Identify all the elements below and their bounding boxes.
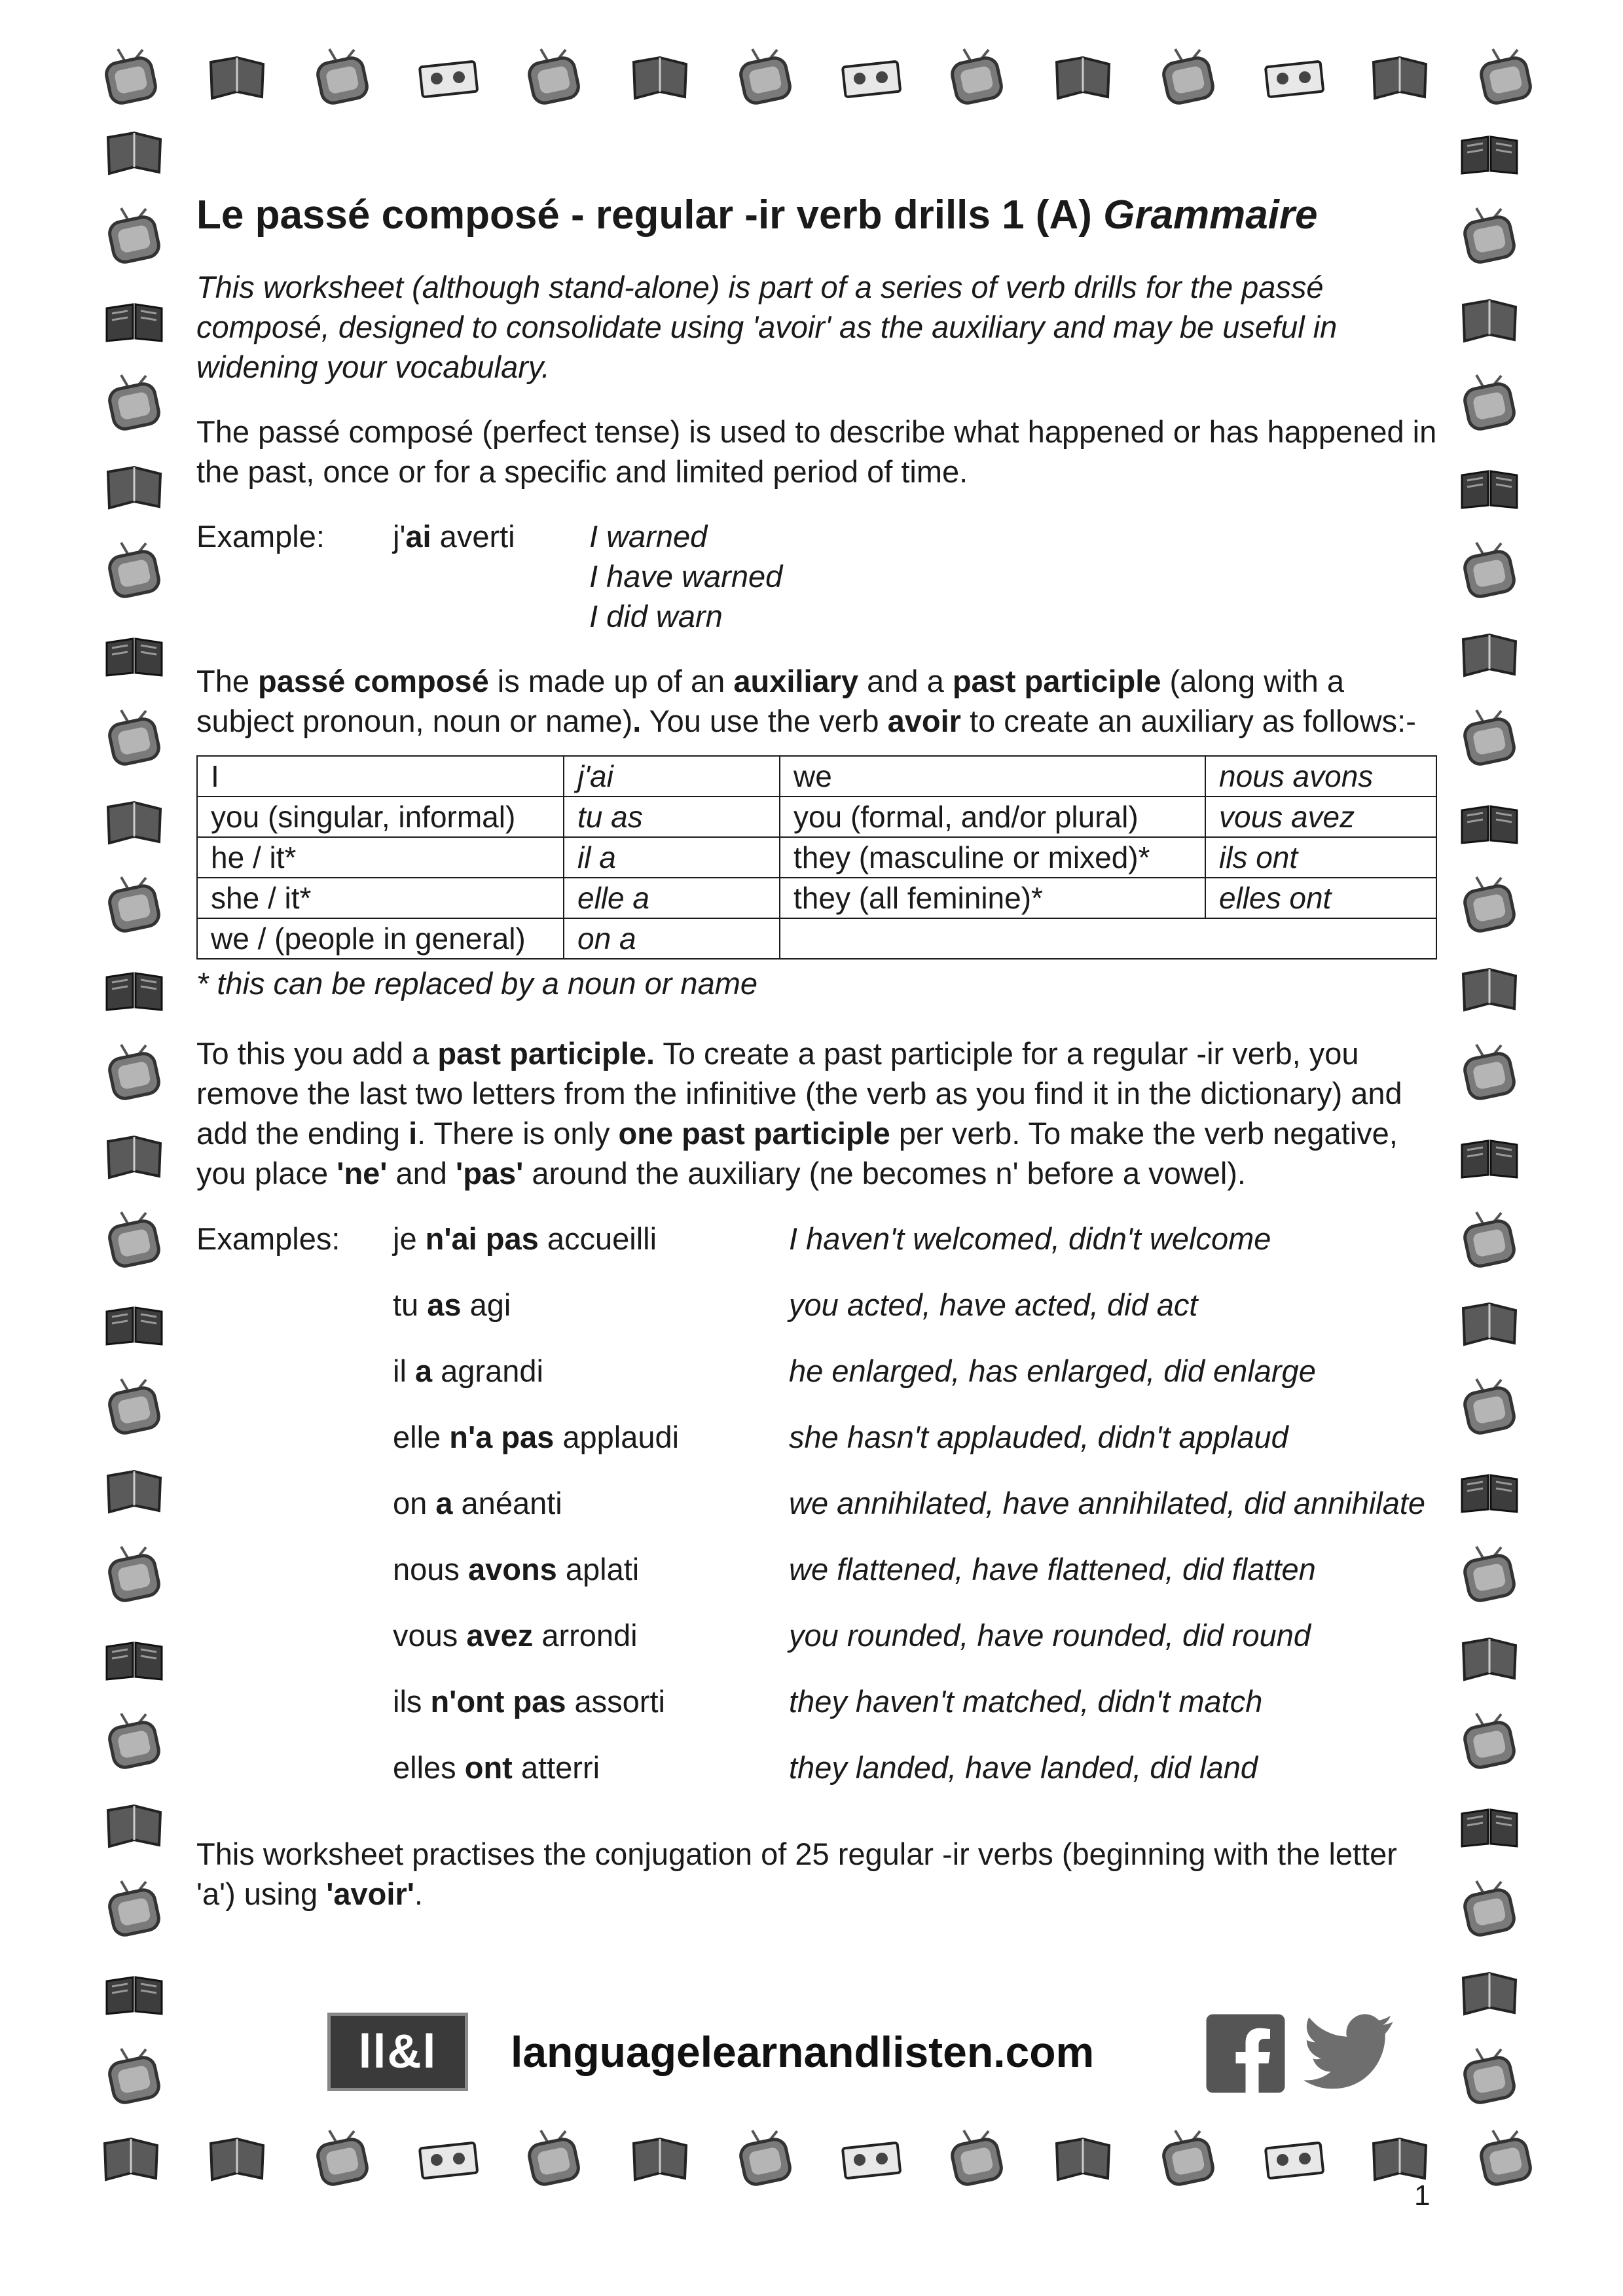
examples-label	[196, 1748, 393, 1814]
book-icon	[101, 958, 167, 1023]
example-english: I haven't welcomed, didn't welcome	[789, 1221, 1271, 1256]
table-cell: you (formal, and/or plural)	[780, 797, 1205, 837]
flag-icon	[1457, 1292, 1522, 1357]
tv-icon	[733, 46, 798, 111]
book-icon	[1457, 1460, 1522, 1525]
tv-icon	[733, 2127, 798, 2193]
example-english: she hasn't applauded, didn't applaud	[789, 1419, 1288, 1454]
example-french: elle n'a pas applaudi	[393, 1419, 680, 1454]
table-row	[197, 918, 1436, 959]
table-cell: she / it*	[197, 878, 564, 918]
border-left	[95, 121, 173, 2111]
table-row	[197, 837, 1436, 878]
table-cell: you (singular, informal)	[197, 797, 564, 837]
example-verb: j'ai averti	[393, 518, 515, 554]
flag-icon	[98, 2127, 164, 2193]
intro-paragraph: This worksheet (although stand-alone) is part of a series of verb drills for the passé composé, designed to consolidate using 'avoir' as the auxiliary and may be useful in widening your vocabulary.	[196, 269, 1338, 384]
tv-icon	[521, 2127, 587, 2193]
table-cell: vous avez	[1205, 797, 1436, 837]
definition-paragraph: The passé composé (perfect tense) is used to describe what happened or has happened in the past, once or for a specific and limited period of time.	[196, 414, 1437, 489]
tv-icon	[101, 2045, 167, 2111]
flag-icon	[1457, 623, 1522, 689]
table-cell: they (all feminine)*	[780, 878, 1205, 918]
tv-icon	[1457, 1543, 1522, 1609]
tv-icon	[310, 46, 375, 111]
participle-paragraph: To this you add a past participle. To create a past participle for a regular -ir verb, you remove the last two letters from the infinitive (the verb as you find it in the dictionary) and add the ending i. There is only one past participle per verb. To make the verb negative, you place 'ne' and 'pas' around the auxiliary (ne becomes n' before a vowel).	[196, 1035, 1402, 1191]
table-cell: he / it*	[197, 837, 564, 878]
flag-icon	[101, 456, 167, 521]
table-cell: il a	[564, 837, 780, 878]
example-block	[196, 516, 1440, 636]
tv-icon	[521, 46, 587, 111]
banknote-icon	[416, 2127, 481, 2193]
flag-icon	[627, 46, 693, 111]
construction-paragraph: The passé composé is made up of an auxiliary and a past participle (along with a subject pronoun, noun or name). You use the verb avoir to create an auxiliary as follows:-	[196, 664, 1416, 739]
example-french: elles ont atterri	[393, 1749, 600, 1785]
example-english: they landed, have landed, did land	[789, 1749, 1258, 1785]
tv-icon	[101, 1376, 167, 1441]
tv-icon	[1457, 707, 1522, 772]
tv-icon	[101, 1209, 167, 1274]
example-english: we annihilated, have annihilated, did annihilate	[789, 1485, 1426, 1520]
flag-icon	[101, 121, 167, 187]
tv-icon	[1457, 1041, 1522, 1107]
table-cell: j'ai	[564, 756, 780, 797]
tv-icon	[1457, 539, 1522, 605]
tv-icon	[1457, 874, 1522, 939]
flag-icon	[1050, 46, 1116, 111]
examples-label	[196, 1352, 393, 1418]
banknote-icon	[839, 46, 904, 111]
example-french: il a agrandi	[393, 1353, 543, 1388]
examples-label	[196, 1484, 393, 1550]
flag-icon	[101, 1125, 167, 1191]
table-row	[197, 797, 1436, 837]
page-number: 1	[1414, 2179, 1431, 2212]
table-row	[197, 878, 1436, 918]
book-icon	[1457, 456, 1522, 521]
tv-icon	[1156, 46, 1221, 111]
footer	[327, 2013, 1414, 2098]
tv-icon	[1473, 46, 1539, 111]
border-right	[1450, 121, 1529, 2111]
tv-icon	[944, 46, 1010, 111]
page-title: Le passé composé - regular -ir verb drills 1 (A) Grammaire	[196, 192, 1318, 238]
site-link[interactable]: languagelearnandlisten.com	[511, 2028, 1095, 2076]
banknote-icon	[839, 2127, 904, 2193]
example-english: he enlarged, has enlarged, did enlarge	[789, 1353, 1316, 1388]
flag-icon	[1457, 1962, 1522, 2027]
tv-icon	[101, 1041, 167, 1107]
table-cell: ils ont	[1205, 837, 1436, 878]
banknote-icon	[416, 46, 481, 111]
book-icon	[101, 1962, 167, 2027]
social-links	[1205, 2013, 1401, 2094]
book-icon	[1457, 121, 1522, 187]
tv-icon	[98, 46, 164, 111]
tv-icon	[101, 707, 167, 772]
book-icon	[101, 623, 167, 689]
banknote-icon	[1262, 2127, 1327, 2193]
flag-icon	[1457, 1627, 1522, 1693]
example-french: nous avons aplati	[393, 1551, 640, 1587]
examples-label	[196, 1682, 393, 1748]
tv-icon	[1457, 1209, 1522, 1274]
table-cell: tu as	[564, 797, 780, 837]
site-logo[interactable]: ll&l	[327, 2013, 468, 2091]
tv-icon	[101, 1543, 167, 1609]
flag-icon	[1050, 2127, 1116, 2193]
flag-icon	[101, 791, 167, 856]
tv-icon	[1473, 2127, 1539, 2193]
flag-icon	[1367, 46, 1432, 111]
example-english: you acted, have acted, did act	[789, 1287, 1198, 1322]
example-french: ils n'ont pas assorti	[393, 1683, 665, 1719]
examples-label	[196, 1550, 393, 1616]
example-french: vous avez arrondi	[393, 1617, 638, 1653]
flag-icon	[204, 46, 270, 111]
examples-label	[196, 1616, 393, 1682]
worksheet-content	[196, 190, 1440, 1939]
table-cell	[780, 918, 1436, 959]
example-french: tu as agi	[393, 1287, 511, 1322]
table-cell: we / (people in general)	[197, 918, 564, 959]
example-english: you rounded, have rounded, did round	[789, 1617, 1311, 1653]
footnote: * this can be replaced by a noun or name	[196, 966, 757, 1001]
examples-list	[196, 1219, 1440, 1814]
tv-icon	[1457, 2045, 1522, 2111]
tv-icon	[101, 372, 167, 437]
tv-icon	[1457, 1710, 1522, 1776]
tv-icon	[310, 2127, 375, 2193]
example-french: on a anéanti	[393, 1485, 562, 1520]
book-icon	[101, 1627, 167, 1693]
table-cell: they (masculine or mixed)*	[780, 837, 1205, 878]
example-english: they haven't matched, didn't match	[789, 1683, 1263, 1719]
table-cell: we	[780, 756, 1205, 797]
book-icon	[101, 1292, 167, 1357]
table-cell: I	[197, 756, 564, 797]
table-cell: on a	[564, 918, 780, 959]
tv-icon	[101, 874, 167, 939]
tv-icon	[944, 2127, 1010, 2193]
closing-paragraph: This worksheet practises the conjugation of 25 regular -ir verbs (beginning with the letter 'a') using 'avoir'.	[196, 1836, 1397, 1911]
border-top	[98, 36, 1539, 121]
table-cell: nous avons	[1205, 756, 1436, 797]
tv-icon	[101, 539, 167, 605]
examples-label: Examples:	[196, 1221, 340, 1256]
twitter-icon[interactable]	[1300, 2013, 1401, 2094]
flag-icon	[204, 2127, 270, 2193]
example-english: we flattened, have flattened, did flatten	[789, 1551, 1316, 1587]
flag-icon	[627, 2127, 693, 2193]
book-icon	[1457, 1794, 1522, 1859]
tv-icon	[101, 1710, 167, 1776]
book-icon	[1457, 1125, 1522, 1191]
tv-icon	[1457, 1878, 1522, 1943]
flag-icon	[101, 1794, 167, 1859]
tv-icon	[1457, 1376, 1522, 1441]
tv-icon	[1457, 372, 1522, 437]
tv-icon	[1156, 2127, 1221, 2193]
flag-icon	[1457, 958, 1522, 1023]
tv-icon	[101, 205, 167, 270]
example-translations: I warned I have warned I did warn	[589, 518, 783, 634]
auxiliary-table	[196, 755, 1437, 960]
book-icon	[101, 289, 167, 354]
examples-label	[196, 1285, 393, 1352]
banknote-icon	[1262, 46, 1327, 111]
table-cell: elle a	[564, 878, 780, 918]
tv-icon	[101, 1878, 167, 1943]
flag-icon	[1457, 289, 1522, 354]
border-bottom	[98, 2117, 1539, 2202]
flag-icon	[101, 1460, 167, 1525]
example-label: Example:	[196, 518, 325, 554]
facebook-icon[interactable]	[1205, 2013, 1286, 2094]
examples-label	[196, 1418, 393, 1484]
table-cell: elles ont	[1205, 878, 1436, 918]
tv-icon	[1457, 205, 1522, 270]
book-icon	[1457, 791, 1522, 856]
table-row	[197, 756, 1436, 797]
example-french: je n'ai pas accueilli	[393, 1221, 657, 1256]
